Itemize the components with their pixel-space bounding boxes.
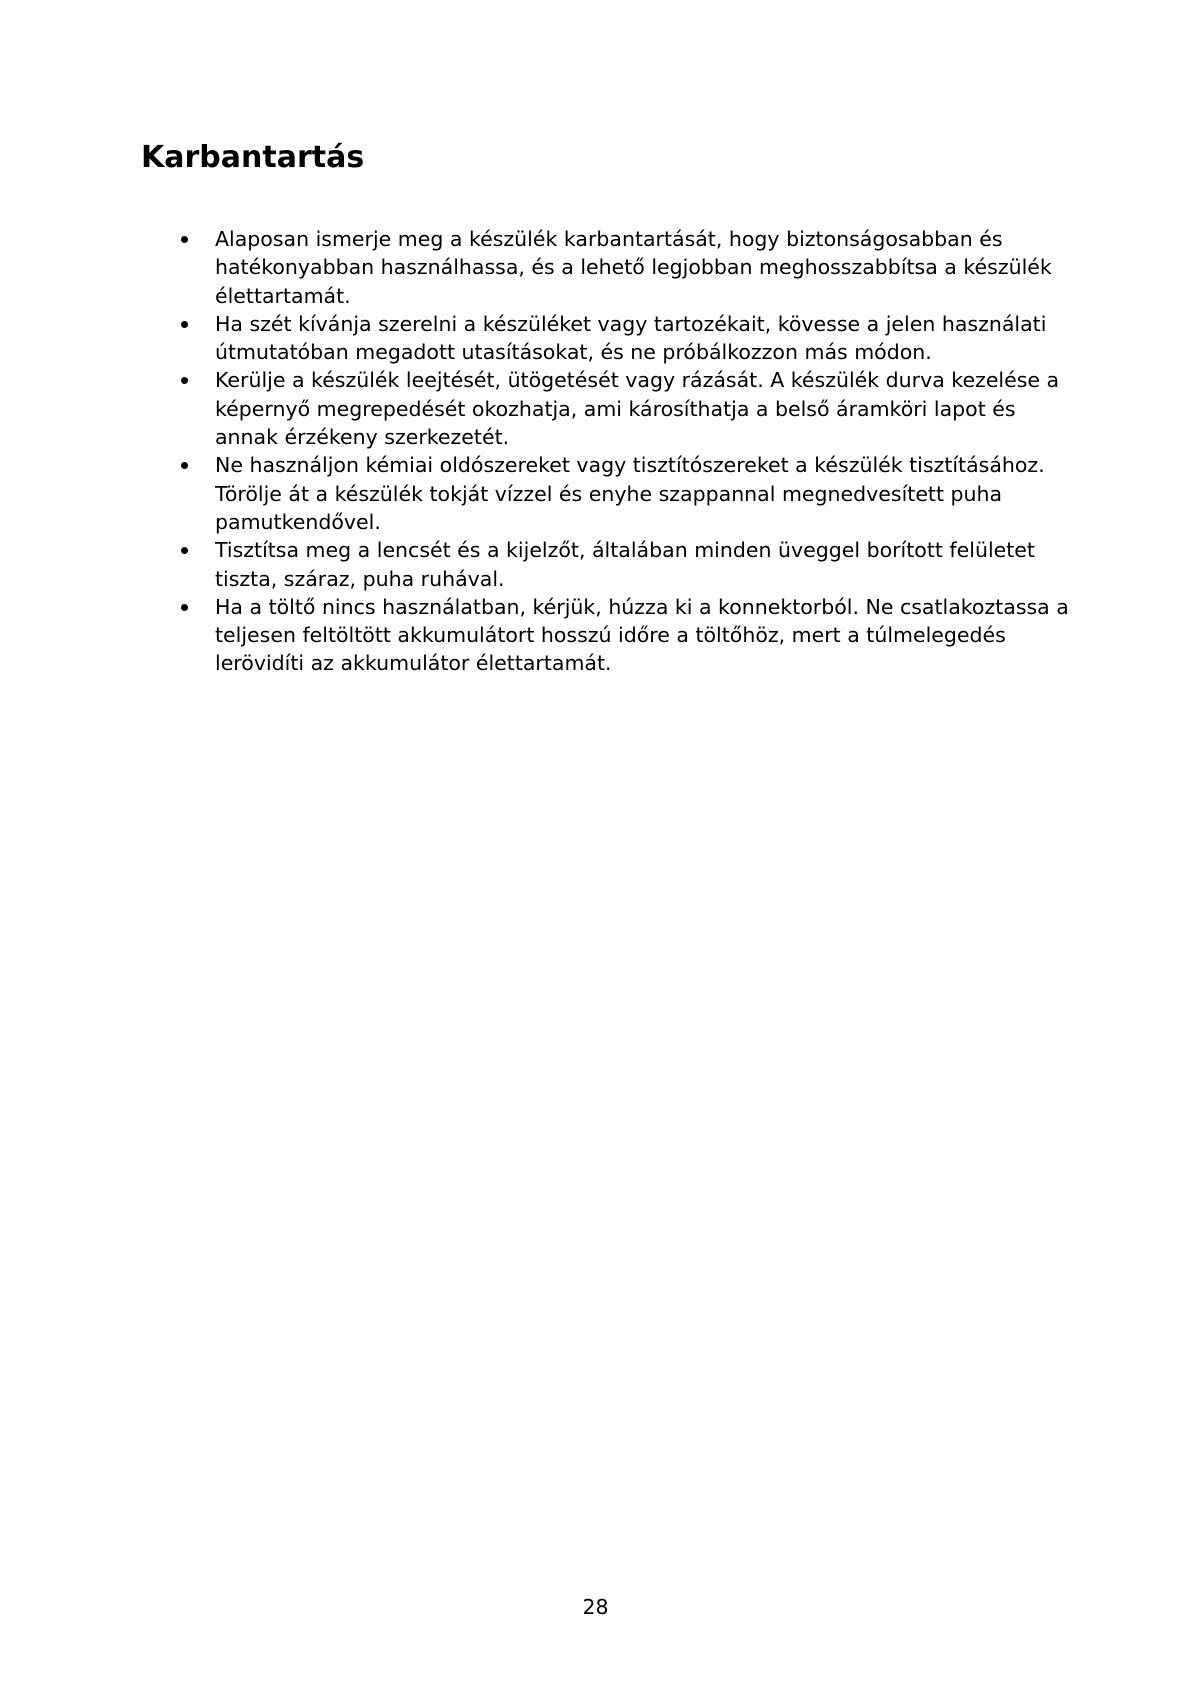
- list-item: [175, 593, 1075, 678]
- list-item: [175, 366, 1075, 451]
- bullet-icon: [181, 604, 188, 611]
- list-item: [175, 536, 1075, 593]
- list-item-line: tiszta, száraz, puha ruhával.: [215, 566, 505, 591]
- list-item-line: Ne használjon kémiai oldószereket vagy tisztítószereket a készülék tisztításához.: [215, 453, 1045, 478]
- list-item-line: Alaposan ismerje meg a készülék karbantartását, hogy biztonságosabban és: [215, 227, 1003, 251]
- page-title: Karbantartás: [141, 140, 365, 175]
- list-item-line: Kerülje a készülék leejtését, ütögetését vagy rázását. A készülék durva kezelése a: [215, 368, 1060, 393]
- list-item-line: Törölje át a készülék tokját vízzel és enyhe szappannal megnedvesített puha: [215, 481, 1003, 506]
- list-item-line: lerövidíti az akkumulátor élettartamát.: [215, 651, 612, 676]
- list-item-line: teljesen feltöltött akkumulátort hosszú időre a töltőhöz, mert a túlmelegedés: [215, 623, 1006, 648]
- list-item-line: élettartamát.: [215, 283, 351, 308]
- bullet-icon: [181, 547, 188, 554]
- list-item-line: hatékonyabban használhassa, és a lehető legjobban meghosszabbítsa a készülék: [215, 255, 1052, 280]
- bullet-icon: [181, 462, 188, 469]
- bullet-icon: [181, 321, 188, 328]
- list-item: [175, 310, 1075, 367]
- bullet-icon: [181, 236, 188, 243]
- list-item-line: Ha a töltő nincs használatban, kérjük, húzza ki a konnektorból. Ne csatlakoztassa a: [215, 594, 1069, 619]
- list-item-line: Ha szét kívánja szerelni a készüléket vagy tartozékait, kövesse a jelen használati: [215, 311, 1047, 336]
- list-item: [175, 451, 1075, 536]
- maintenance-list: [175, 225, 1075, 678]
- list-item-line: útmutatóban megadott utasításokat, és ne próbálkozzon más módon.: [215, 340, 932, 365]
- bullet-icon: [181, 377, 188, 384]
- list-item-line: pamutkendővel.: [215, 509, 381, 534]
- page-number: 28: [582, 1595, 609, 1619]
- list-item-line: képernyő megrepedését okozhatja, ami károsíthatja a belső áramköri lapot és: [215, 396, 1016, 421]
- list-item-line: Tisztítsa meg a lencsét és a kijelzőt, általában minden üveggel borított felületet: [215, 538, 1035, 563]
- list-item: [175, 225, 1075, 310]
- list-item-line: annak érzékeny szerkezetét.: [215, 425, 510, 450]
